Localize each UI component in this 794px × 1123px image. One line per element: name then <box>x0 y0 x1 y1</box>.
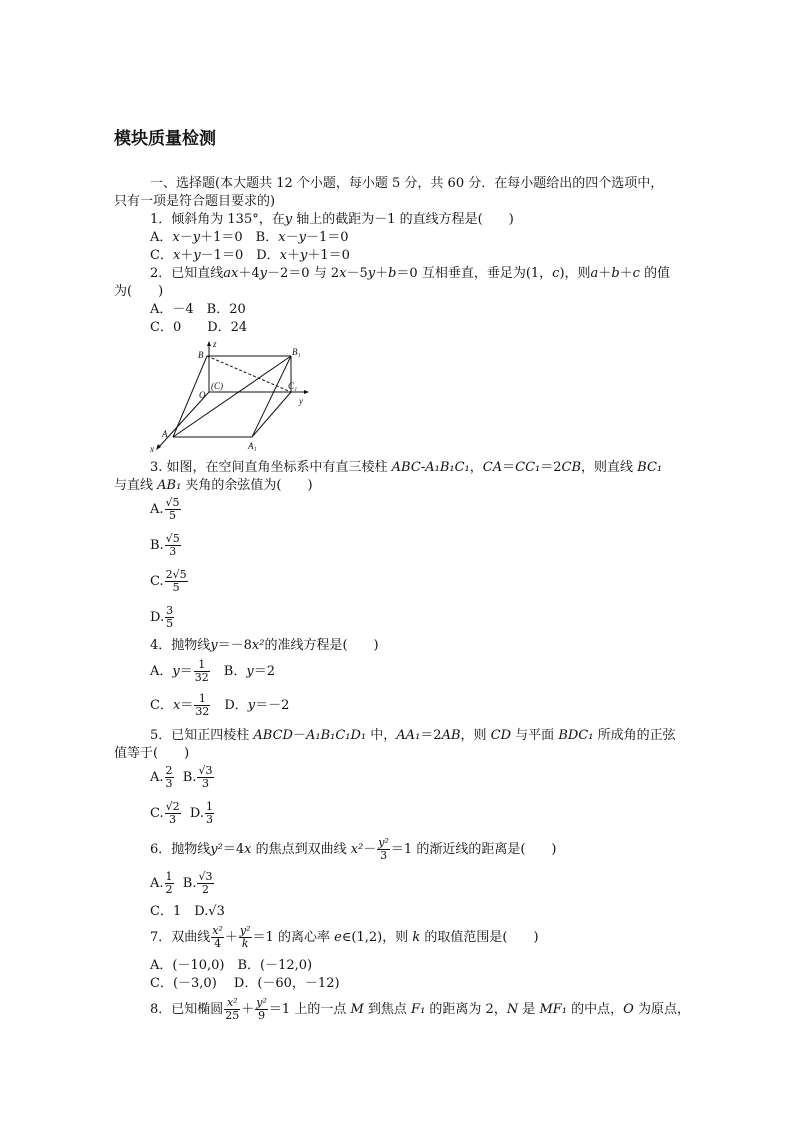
figure-label-c: (C) <box>211 381 223 391</box>
figure-label-x: x <box>150 444 154 454</box>
question-7-options-cd: C．(－3,0) D．(－60，－12) <box>150 976 340 991</box>
question-5-options-ab: A. $\frac{2}{3}$ B. $\frac{√3}{3}$ <box>150 764 213 790</box>
question-6-options-ab: A. $\frac{1}{2}$ B. $\frac{√3}{2}$ <box>150 870 213 896</box>
question-3-stem-cont: 与直线 AB₁ 夹角的余弦值为( ) <box>114 478 313 493</box>
question-7-options-ab: A．(－10,0) B．(－12,0) <box>150 958 313 973</box>
page-title: 模块质量检测 <box>114 129 216 149</box>
figure-label-z: z <box>213 340 217 349</box>
question-2-options-ab: A．－4 B．20 <box>150 302 246 317</box>
question-6-options-cd: C．1 D.√3 <box>150 904 225 919</box>
question-1-options-ab: A．x－y＋1＝0 B．x－y－1＝0 <box>150 230 349 245</box>
figure-label-o: O <box>199 390 206 400</box>
question-3-stem: 3. 如图，在空间直角坐标系中有直三棱柱 ABC-A₁B₁C₁，CA＝CC₁＝2CB，则直线 BC₁ <box>150 460 663 475</box>
question-3-option-d: D. $\frac{3}{5}$ <box>150 604 174 630</box>
intro-line-1: 一、选择题(本大题共 12 个小题，每小题 5 分，共 60 分．在每小题给出的四个选项中， <box>150 176 664 191</box>
question-7-stem: 7．双曲线 $\frac{\text{x²}}{4}$ ＋ $\frac{\text{y²}}{k}$ ＝1 的离心率 e∈(1,2)，则 k 的取值范围是( ) <box>150 924 539 950</box>
figure-label-a: A <box>162 429 168 439</box>
figure-label-a1: A₁ <box>248 441 257 451</box>
question-4-options-cd: C．x＝ $\frac{1}{32}$ D．y＝－2 <box>150 692 290 718</box>
question-8-stem: 8．已知椭圆 $\frac{\text{x²}}{25}$ ＋ $\frac{\text{y²}}{9}$ ＝1 上的一点 M 到焦点 F₁ 的距离为 2，N 是 MF₁ 的中点，O 为原点， <box>150 996 690 1022</box>
figure-label-y: y <box>299 396 303 406</box>
question-1-options-cd: C．x＋y－1＝0 D．x＋y＋1＝0 <box>150 248 350 263</box>
question-1-stem: 1．倾斜角为 135°，在y 轴上的截距为－1 的直线方程是( ) <box>150 212 514 227</box>
figure-label-b: B <box>198 350 204 360</box>
question-6-stem: 6．抛物线y²＝4x 的焦点到双曲线 x²－ $\frac{\text{y²}}{3}$ ＝1 的渐近线的距离是( ) <box>150 836 557 862</box>
figure-label-c1: C₁ <box>288 381 298 391</box>
intro-line-2: 只有一项是符合题目要求的) <box>114 194 276 209</box>
question-5-stem-cont: 值等于( ) <box>114 746 190 761</box>
question-2-options-cd: C．0 D．24 <box>150 320 248 335</box>
question-4-stem: 4．抛物线y＝－8x²的准线方程是( ) <box>150 638 379 653</box>
question-2-stem-cont: 为( ) <box>114 284 164 299</box>
question-3-option-a: A. $\frac{√5}{5}$ <box>150 496 180 522</box>
question-5-stem: 5．已知正四棱柱 ABCD－A₁B₁C₁D₁ 中，AA₁＝2AB，则 CD 与平面 BDC₁ 所成角的正弦 <box>150 728 676 743</box>
question-4-options-ab: A．y＝ $\frac{1}{32}$ B．y＝2 <box>150 658 275 684</box>
question-2-stem: 2．已知直线ax＋4y－2＝0 与 2x－5y＋b＝0 互相垂直，垂足为(1，c)，则a＋b＋c 的值 <box>150 266 671 281</box>
question-3-option-c: C. $\frac{2√5}{5}$ <box>150 568 187 594</box>
question-3-option-b: B. $\frac{√5}{3}$ <box>150 532 180 558</box>
figure-label-b1: B₁ <box>292 347 301 357</box>
question-5-options-cd: C. $\frac{√2}{3}$ D. $\frac{1}{3}$ <box>150 800 213 826</box>
prism-figure <box>146 340 316 455</box>
